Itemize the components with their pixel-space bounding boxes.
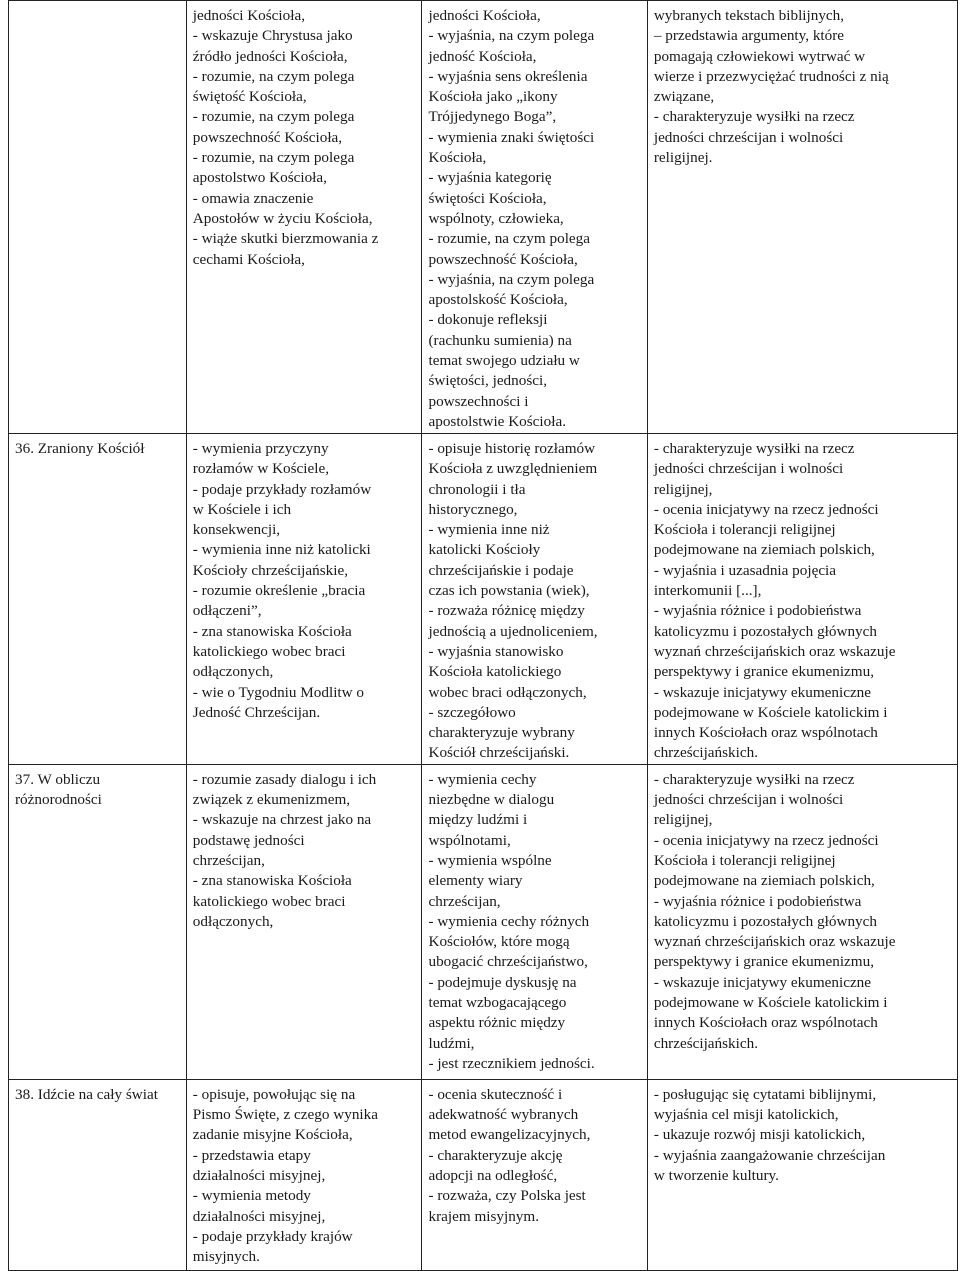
requirements-basic-cell <box>186 434 422 765</box>
text-line: Kościoła i tolerancji religijnej <box>653 851 836 869</box>
text-line: - charakteryzuje wysiłki na rzecz <box>653 440 855 457</box>
text-line: religijnej, <box>653 480 713 498</box>
text-line: działalności misyjnej, <box>192 1207 326 1225</box>
text-line: jednością a ujednoliceniem, <box>428 622 598 640</box>
text-line: jedność Kościoła, <box>428 47 537 65</box>
text-line: - posługując się cytatami biblijnymi, <box>653 1085 877 1103</box>
text-line: - ocenia inicjatywy na rzecz jedności <box>653 500 879 518</box>
topic-cell <box>9 434 187 765</box>
text-line: ludźmi, <box>428 1034 475 1052</box>
text-line: - wymienia przyczyny <box>192 440 329 457</box>
text-line: Kościół chrześcijański. <box>428 744 570 762</box>
text-line: Kościoła, <box>428 149 487 167</box>
text-line: między ludźmi i <box>428 811 528 829</box>
text-line: - opisuje historię rozłamów <box>428 440 596 457</box>
text-line: - rozumie, na czym polega <box>192 108 355 126</box>
text-line: adopcji na odległość, <box>428 1166 558 1184</box>
requirements-advanced-cell <box>647 1 957 434</box>
table-row <box>9 1 958 434</box>
text-line: - wymienia inne niż <box>428 521 550 539</box>
text-line: - rozumie, na czym polega <box>192 67 355 85</box>
text-line: odłączonych, <box>192 912 274 930</box>
text-line: Kościoła katolickiego <box>428 663 562 681</box>
text-line: - charakteryzuje wysiłki na rzecz <box>653 108 855 126</box>
text-line: wspólnotami, <box>428 831 511 849</box>
text-line: zadanie misyjne Kościoła, <box>192 1126 353 1144</box>
text-line: katolicyzmu i pozostałych głównych <box>653 622 877 640</box>
text-line: - rozumie określenie „bracia <box>192 582 366 600</box>
text-line: wybranych tekstach biblijnych, <box>653 7 845 24</box>
text-line: innych Kościołach oraz wspólnotach <box>653 724 878 742</box>
text-line: chronologii i tła <box>428 480 526 498</box>
text-line: Trójjedynego Boga”, <box>428 108 557 126</box>
text-line: Kościoły chrześcijańskie, <box>192 561 348 579</box>
text-line: Kościoła i tolerancji religijnej <box>653 521 836 539</box>
text-line: konsekwencji, <box>192 521 281 539</box>
requirements-extended-cell <box>422 764 647 1079</box>
text-line: adekwatność wybranych <box>428 1106 579 1124</box>
text-line: apostolstwo Kościoła, <box>192 169 327 187</box>
requirements-extended-cell <box>422 1079 647 1270</box>
text-line: chrześcijan, <box>428 892 501 910</box>
text-line: temat wzbogacającego <box>428 994 567 1012</box>
text-line: jedności chrześcijan i wolności <box>653 128 844 146</box>
text-line: charakteryzuje wybrany <box>428 724 575 742</box>
text-line: - ocenia inicjatywy na rzecz jedności <box>653 831 879 849</box>
text-line: jedności Kościoła, <box>192 7 305 24</box>
requirements-basic-cell <box>186 1079 422 1270</box>
text-line: podejmowane w Kościele katolickim i <box>653 994 888 1012</box>
text-line: ubogacić chrześcijaństwo, <box>428 953 588 971</box>
requirements-advanced-cell <box>647 1079 957 1270</box>
text-line: Jedność Chrześcijan. <box>192 703 321 721</box>
text-line: wyjaśnia cel misji katolickich, <box>653 1106 839 1124</box>
text-line: świętość Kościoła, <box>192 88 307 106</box>
text-line: apostolstwie Kościoła. <box>428 412 566 430</box>
topic-title: 36. Zraniony Kościół <box>15 440 145 457</box>
text-line: podejmowane w Kościele katolickim i <box>653 703 888 721</box>
text-line: - wie o Tygodniu Modlitw o <box>192 683 364 701</box>
text-line: czas ich powstania (wiek), <box>428 582 590 600</box>
topic-title: 38. Idźcie na cały świat <box>15 1085 158 1103</box>
requirements-basic-cell <box>186 1 422 434</box>
text-line: źródło jedności Kościoła, <box>192 47 348 65</box>
text-line: religijnej, <box>653 811 713 829</box>
text-line: elementy wiary <box>428 872 523 890</box>
text-line: Kościoła z uwzględnieniem <box>428 460 598 478</box>
text-line: - rozumie, na czym polega <box>192 149 355 167</box>
text-line: - ukazuje rozwój misji katolickich, <box>653 1126 866 1144</box>
topic-cell <box>9 1 187 434</box>
text-line: - dokonuje refleksji <box>428 311 548 329</box>
text-line: podejmowane na ziemiach polskich, <box>653 872 875 890</box>
text-line: w Kościele i ich <box>192 500 292 518</box>
text-line: powszechność Kościoła, <box>428 250 578 268</box>
topic-cell <box>9 1079 187 1270</box>
text-line: - podaje przykłady krajów <box>192 1227 353 1245</box>
text-line: - wymienia inne niż katolicki <box>192 541 371 559</box>
requirements-basic-cell <box>186 764 422 1079</box>
text-line: apostolskość Kościoła, <box>428 291 568 309</box>
text-line: jedności chrześcijan i wolności <box>653 460 844 478</box>
requirements-extended-cell <box>422 434 647 765</box>
text-line: jedności chrześcijan i wolności <box>653 791 844 809</box>
text-line: - wskazuje inicjatywy ekumeniczne <box>653 973 872 991</box>
text-line: historycznego, <box>428 500 518 518</box>
text-line: - wymienia cechy <box>428 770 537 788</box>
requirements-extended-cell <box>422 1 647 434</box>
text-line: - omawia znaczenie <box>192 189 314 207</box>
text-line: - charakteryzuje wysiłki na rzecz <box>653 770 855 788</box>
text-line: (rachunku sumienia) na <box>428 331 572 349</box>
text-line: Apostołów w życiu Kościoła, <box>192 209 373 227</box>
text-line: - wyjaśnia, na czym polega <box>428 270 595 288</box>
text-line: - wymienia znaki świętości <box>428 128 595 146</box>
text-line: chrześcijańskie i podaje <box>428 561 574 579</box>
text-line: wierze i przezwyciężać trudności z nią <box>653 67 889 85</box>
text-line: świętości Kościoła, <box>428 189 547 207</box>
text-line: - wyjaśnia, na czym polega <box>428 27 595 45</box>
text-line: - ocenia skuteczność i <box>428 1085 563 1103</box>
text-line: jedności Kościoła, <box>428 7 541 24</box>
topic-title: 37. W obliczu różnorodności <box>15 770 102 809</box>
text-line: - wymienia wspólne <box>428 851 552 869</box>
requirements-table <box>8 0 958 1271</box>
text-line: działalności misyjnej, <box>192 1166 326 1184</box>
text-line: - jest rzecznikiem jedności. <box>428 1054 595 1072</box>
text-line: odłączonych, <box>192 663 274 681</box>
text-line: - szczegółowo <box>428 703 516 721</box>
text-line: - charakteryzuje akcję <box>428 1146 563 1164</box>
text-line: - przedstawia etapy <box>192 1146 311 1164</box>
text-line: odłączeni”, <box>192 602 262 620</box>
text-line: - opisuje, powołując się na <box>192 1085 356 1103</box>
text-line: wyznań chrześcijańskich oraz wskazuje <box>653 933 896 951</box>
text-line: misyjnych. <box>192 1248 260 1266</box>
text-line: powszechności i <box>428 392 529 410</box>
text-line: pomagają człowiekowi wytrwać w <box>653 47 866 65</box>
text-line: - wyjaśnia kategorię <box>428 169 552 187</box>
text-line: - wyjaśnia i uzasadnia pojęcia <box>653 561 837 579</box>
text-line: podejmowane na ziemiach polskich, <box>653 541 875 559</box>
text-line: Kościoła jako „ikony <box>428 88 558 106</box>
text-line: krajem misyjnym. <box>428 1207 540 1225</box>
text-line: rozłamów w Kościele, <box>192 460 330 478</box>
text-line: innych Kościołach oraz wspólnotach <box>653 1014 878 1032</box>
text-line: - zna stanowiska Kościoła <box>192 872 352 890</box>
topic-cell <box>9 764 187 1079</box>
text-line: wspólnoty, człowieka, <box>428 209 564 227</box>
text-line: Pismo Święte, z czego wynika <box>192 1106 378 1124</box>
text-line: cechami Kościoła, <box>192 250 305 268</box>
text-line: katolicyzmu i pozostałych głównych <box>653 912 877 930</box>
text-line: - wyjaśnia różnice i podobieństwa <box>653 602 862 620</box>
table-row <box>9 1079 958 1270</box>
text-line: - rozważa, czy Polska jest <box>428 1187 586 1205</box>
table-row <box>9 434 958 765</box>
text-line: - wiąże skutki bierzmowania z <box>192 230 379 248</box>
text-line: powszechność Kościoła, <box>192 128 343 146</box>
text-line: - wskazuje inicjatywy ekumeniczne <box>653 683 872 701</box>
text-line: podstawę jedności <box>192 831 305 849</box>
text-line: związek z ekumenizmem, <box>192 791 351 809</box>
text-line: świętości, jedności, <box>428 372 548 390</box>
text-line: - wskazuje na chrzest jako na <box>192 811 372 829</box>
text-line: - wyjaśnia różnice i podobieństwa <box>653 892 862 910</box>
text-line: chrześcijańskich. <box>653 1034 758 1052</box>
text-line: perspektywy i granice ekumenizmu, <box>653 663 874 681</box>
text-line: - rozumie zasady dialogu i ich <box>192 770 377 788</box>
text-line: aspektu różnic między <box>428 1014 566 1032</box>
text-line: katolickiego wobec braci <box>192 642 346 660</box>
text-line: metod ewangelizacyjnych, <box>428 1126 591 1144</box>
text-line: Kościołów, które mogą <box>428 933 570 951</box>
requirements-advanced-cell <box>647 434 957 765</box>
text-line: temat swojego udziału w <box>428 352 580 370</box>
text-line: katolickiego wobec braci <box>192 892 346 910</box>
table-row <box>9 764 958 1079</box>
text-line: - wyjaśnia sens określenia <box>428 67 588 85</box>
text-line: - zna stanowiska Kościoła <box>192 622 352 640</box>
text-line: - podejmuje dyskusję na <box>428 973 577 991</box>
text-line: wobec braci odłączonych, <box>428 683 587 701</box>
text-line: – przedstawia argumenty, które <box>653 27 845 45</box>
text-line: związane, <box>653 88 715 106</box>
text-line: - podaje przykłady rozłamów <box>192 480 372 498</box>
text-line: interkomunii [...], <box>653 582 762 600</box>
text-line: - wyjaśnia stanowisko <box>428 642 564 660</box>
text-line: - wymienia cechy różnych <box>428 912 590 930</box>
text-line: w tworzenie kultury. <box>653 1166 779 1184</box>
text-line: - wskazuje Chrystusa jako <box>192 27 353 45</box>
text-line: chrześcijańskich. <box>653 744 758 762</box>
text-line: - rozumie, na czym polega <box>428 230 590 248</box>
text-line: - wymienia metody <box>192 1187 311 1205</box>
text-line: wyznań chrześcijańskich oraz wskazuje <box>653 642 896 660</box>
text-line: - rozważa różnicę między <box>428 602 585 620</box>
requirements-advanced-cell <box>647 764 957 1079</box>
text-line: - wyjaśnia zaangażowanie chrześcijan <box>653 1146 886 1164</box>
text-line: religijnej. <box>653 149 713 167</box>
text-line: perspektywy i granice ekumenizmu, <box>653 953 874 971</box>
text-line: chrześcijan, <box>192 851 265 869</box>
text-line: niezbędne w dialogu <box>428 791 555 809</box>
text-line: katolicki Kościoły <box>428 541 541 559</box>
